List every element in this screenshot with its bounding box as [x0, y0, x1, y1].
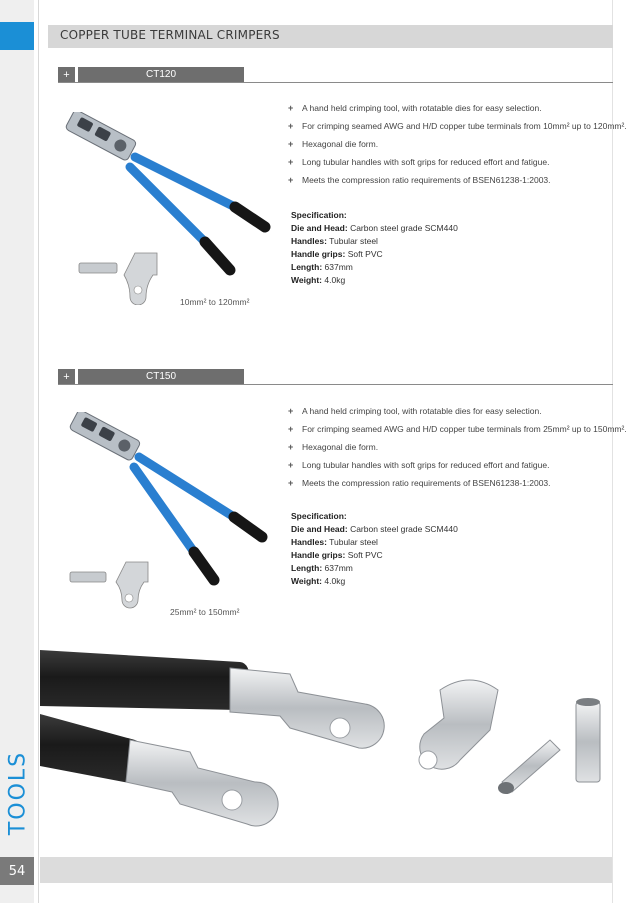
- list-item: + For crimping seamed AWG and H/D copper tube terminals from 10mm² up to 120mm².: [288, 120, 627, 138]
- spec-heading: Specification:: [291, 511, 347, 521]
- spec-label: Weight:: [291, 275, 323, 285]
- list-item: + Meets the compression ratio requirements of BSEN61238-1:2003.: [288, 477, 627, 495]
- list-item: + Hexagonal die form.: [288, 441, 627, 459]
- terminal-lug-image: [68, 560, 168, 610]
- spec-value: 4.0kg: [324, 275, 346, 285]
- spec-value: Carbon steel grade SCM440: [350, 223, 458, 233]
- spec-label: Handles:: [291, 236, 327, 246]
- list-item: + For crimping seamed AWG and H/D copper tube terminals from 25mm² up to 150mm².: [288, 423, 627, 441]
- feature-list: [288, 405, 627, 495]
- model-divider: [58, 384, 613, 385]
- spec-label: Length:: [291, 563, 323, 573]
- feature-list: [288, 102, 627, 192]
- cable-lug-photo: [40, 632, 612, 854]
- spec-label: Die and Head:: [291, 524, 348, 534]
- page-number: 54: [0, 857, 34, 885]
- size-range: 25mm² to 150mm²: [170, 607, 240, 617]
- size-range: 10mm² to 120mm²: [180, 297, 250, 307]
- page-title: COPPER TUBE TERMINAL CRIMPERS: [60, 28, 280, 42]
- list-item: + Meets the compression ratio requirements of BSEN61238-1:2003.: [288, 174, 627, 192]
- spec-label: Handle grips:: [291, 550, 346, 560]
- side-accent-block: [0, 22, 34, 50]
- model-tab-ct150: [58, 369, 248, 385]
- model-tab-ct120: [58, 67, 248, 83]
- spec-label: Die and Head:: [291, 223, 348, 233]
- spec-value: Tubular steel: [329, 236, 378, 246]
- list-item: + Long tubular handles with soft grips for reduced effort and fatigue.: [288, 459, 627, 477]
- spec-label: Length:: [291, 262, 323, 272]
- specification: [291, 510, 458, 588]
- spec-heading: Specification:: [291, 210, 347, 220]
- list-item: + A hand held crimping tool, with rotatable dies for easy selection.: [288, 405, 627, 423]
- plus-icon: +: [58, 369, 75, 385]
- spec-value: Soft PVC: [347, 249, 383, 259]
- spec-value: 4.0kg: [324, 576, 346, 586]
- model-divider: [58, 82, 613, 83]
- plus-icon: +: [58, 67, 75, 83]
- side-divider: [38, 0, 39, 903]
- spec-value: Tubular steel: [329, 537, 378, 547]
- specification: [291, 209, 458, 287]
- list-item: + Long tubular handles with soft grips for reduced effort and fatigue.: [288, 156, 627, 174]
- spec-label: Handles:: [291, 537, 327, 547]
- spec-value: Soft PVC: [347, 550, 383, 560]
- spec-value: Carbon steel grade SCM440: [350, 524, 458, 534]
- model-name: CT150: [78, 369, 244, 385]
- terminal-lug-image: [75, 245, 180, 305]
- list-item: + A hand held crimping tool, with rotatable dies for easy selection.: [288, 102, 627, 120]
- section-label: TOOLS: [5, 750, 31, 836]
- model-name: CT120: [78, 67, 244, 83]
- list-item: + Hexagonal die form.: [288, 138, 627, 156]
- spec-label: Handle grips:: [291, 249, 346, 259]
- spec-value: 637mm: [324, 262, 353, 272]
- spec-value: 637mm: [324, 563, 353, 573]
- spec-label: Weight:: [291, 576, 323, 586]
- footer-bar: [40, 857, 612, 883]
